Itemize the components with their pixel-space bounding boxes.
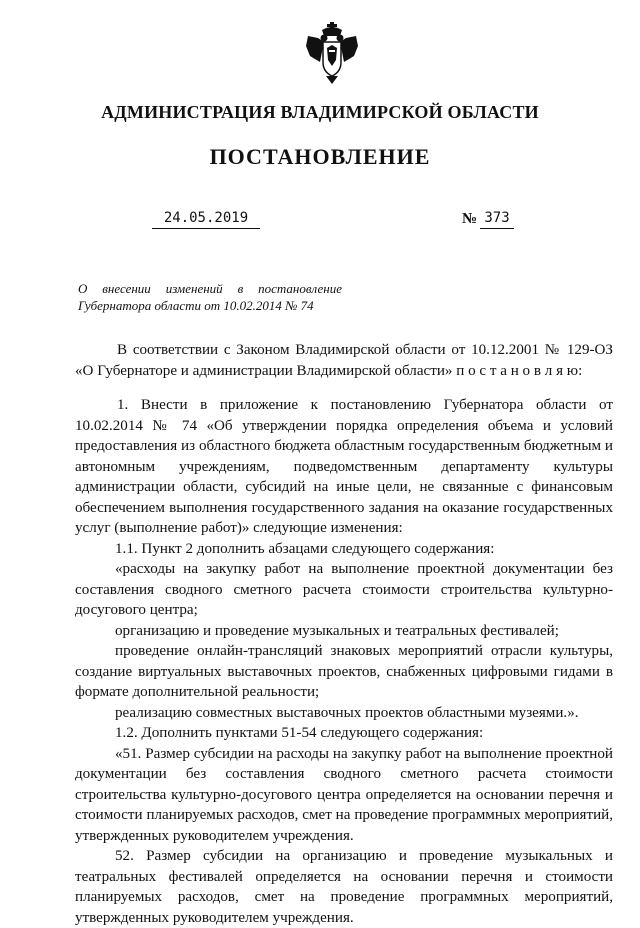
subject-line-2: Губернатора области от 10.02.2014 № 74 (78, 298, 314, 313)
subject-word: О (78, 281, 88, 296)
item-1-1-paragraph: 1.1. Пункт 2 дополнить абзацами следующего содержания: (115, 540, 495, 557)
document-date: 24.05.2019 (152, 210, 260, 229)
body-paragraph: «расходы на закупку работ на выполнение проектной документации без составления сводного сметного расчета стоимости строительства культурно-досугового центра; (75, 561, 613, 618)
item-1-paragraph: 1. Внести в приложение к постановлению Губернатора области от 10.02.2014 № 74 «Об утверждении порядка определения объема и условий предоставления из областного бюджета областным государственным бюджетным и автономным учреждениям, подведомственным департаменту культуры администрации области, субсидий на иные цели, не связанные с финансовым обеспечением выполнения государственного задания на оказание государственных услуг (выполнение работ)» следующие изменения: (75, 397, 613, 536)
subject-line-1 (78, 280, 342, 297)
body-paragraph: реализацию совместных выставочных проектов областными музеями.». (115, 704, 579, 721)
coat-of-arms-icon (304, 22, 360, 88)
item-1-2-paragraph: 1.2. Дополнить пунктами 51-54 следующего содержания: (115, 725, 484, 741)
document-type: ПОСТАНОВЛЕНИЕ (209, 144, 431, 169)
body-paragraph: организацию и проведение музыкальных и театральных фестивалей; (115, 622, 559, 639)
item-52-paragraph: 52. Размер субсидии на организацию и проведение музыкальных и театральных фестивалей определяется на основании перечня и стоимости планируемых расходов, смет на проведение программных мероприятий, утвержденных руководителем учреждения. (75, 848, 613, 926)
number-sign: № (462, 211, 478, 227)
preamble-paragraph: В соответствии с Законом Владимирской области от 10.12.2001 № 129-ОЗ «О Губернаторе и администрации Владимирской области» п о с т а н о в л я ю: (75, 342, 613, 379)
organization-name: АДМИНИСТРАЦИЯ ВЛАДИМИРСКОЙ ОБЛАСТИ (101, 102, 539, 122)
subject-word: изменений (165, 281, 223, 296)
document-number: 373 (480, 210, 514, 229)
subject-word: постановление (258, 281, 342, 296)
subject-word: внесении (102, 281, 151, 296)
document-subject (78, 280, 342, 314)
body-paragraph: проведение онлайн-трансляций знаковых мероприятий отрасли культуры, создание виртуальных выставочных проектов, снабженных цифровыми гидами в формате дополнительной реальности; (75, 643, 613, 700)
document-body (75, 340, 613, 928)
item-51-paragraph: «51. Размер субсидии на расходы на закупку работ на выполнение проектной документации без составления сводного сметного расчета стоимости строительства культурно-досугового центра определяется на основании перечня и стоимости планируемых расходов, смет на проведение программных мероприятий, утвержденных руководителем учреждения. (75, 745, 613, 844)
subject-word: в (237, 281, 244, 296)
